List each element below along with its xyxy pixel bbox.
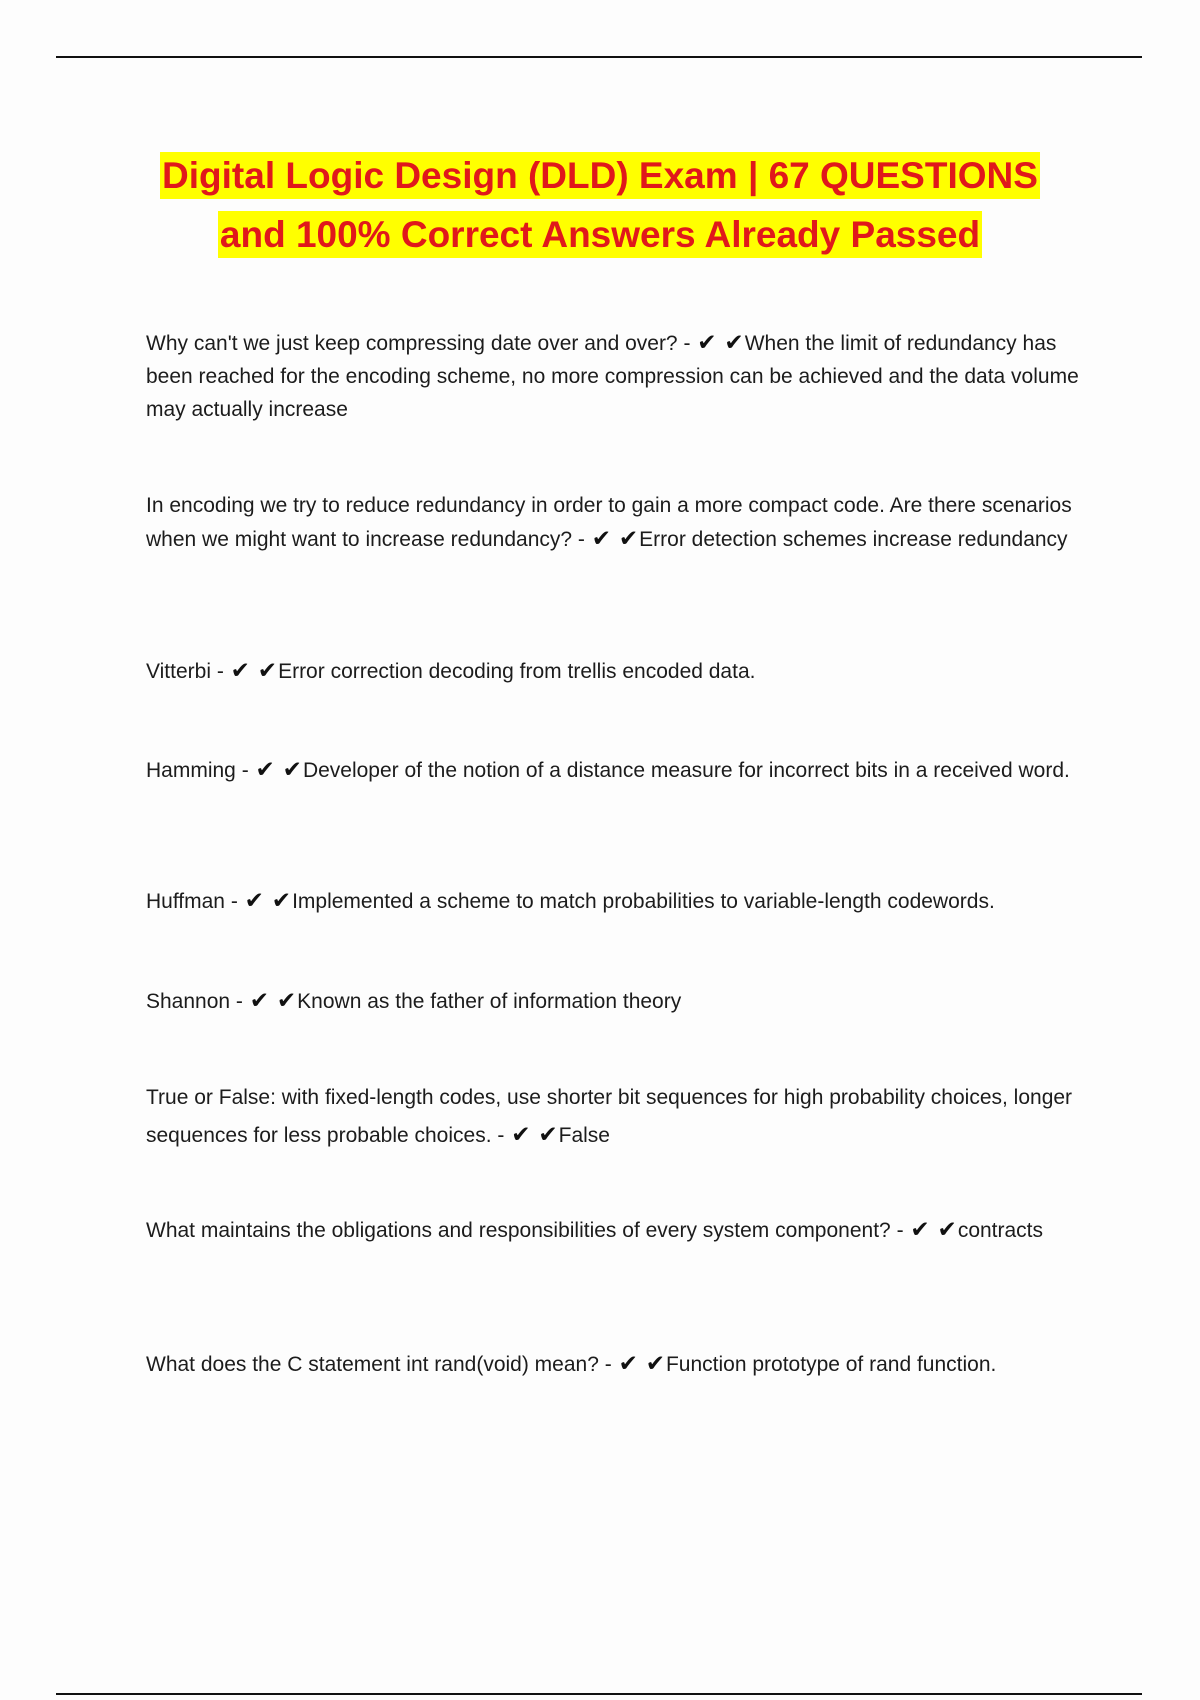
check-icon: ✔: [244, 887, 264, 913]
qa-item-6: [146, 984, 1086, 1018]
check-icon: ✔: [618, 1350, 638, 1376]
question-text: Hamming: [146, 759, 236, 782]
check-icon: ✔: [271, 887, 292, 913]
check-icon: ✔: [511, 1121, 531, 1147]
check-icon: ✔: [937, 1216, 957, 1242]
separator: -: [235, 759, 255, 782]
check-icon: ✔: [249, 987, 270, 1013]
answer-text: Error correction decoding from trellis encoded data.: [278, 660, 756, 683]
question-text: Huffman: [146, 890, 225, 913]
question-text: In encoding we try to reduce redundancy in order to gain a more compact code. Are there scenarios when we might want to increase redundancy?: [146, 494, 1072, 551]
qa-item-5: [146, 884, 1086, 918]
answer-text: Developer of the notion of a distance measure for incorrect bits in a received word.: [302, 759, 1070, 782]
qa-item-7: [146, 1080, 1086, 1154]
qa-item-8: [146, 1211, 1086, 1249]
separator: -: [491, 1124, 511, 1147]
separator: -: [598, 1353, 618, 1376]
answer-text: Implemented a scheme to match probabilities to variable-length codewords.: [292, 890, 995, 913]
question-text: Shannon: [146, 990, 231, 1013]
check-icon: ✔: [230, 657, 250, 683]
check-icon: ✔: [591, 525, 612, 551]
question-text: What does the C statement int rand(void) mean?: [146, 1353, 599, 1376]
qa-item-1: [146, 326, 1086, 426]
check-icon: ✔: [618, 525, 639, 551]
check-icon: ✔: [538, 1121, 558, 1147]
separator: -: [210, 660, 230, 683]
check-icon: ✔: [697, 329, 717, 355]
separator: -: [225, 890, 244, 913]
check-icon: ✔: [276, 987, 297, 1013]
question-text: True or False: with fixed-length codes, use shorter bit sequences for high probability choices, longer sequences for less probable choices.: [146, 1086, 1073, 1147]
separator: -: [890, 1219, 910, 1242]
separator: -: [677, 332, 697, 355]
answer-text: When the limit of redundancy has been reached for the encoding scheme, no more compression can be achieved and the data volume may actually increase: [146, 332, 1079, 421]
answer-text: Known as the father of information theory: [297, 990, 682, 1013]
answer-text: Function prototype of rand function.: [665, 1353, 997, 1376]
title-line-2: and 100% Correct Answers Already Passed: [218, 211, 982, 258]
bottom-rule: [56, 1693, 1142, 1695]
question-text: Vitterbi: [146, 660, 211, 683]
check-icon: ✔: [282, 756, 302, 782]
separator: -: [572, 528, 591, 551]
check-icon: ✔: [724, 329, 744, 355]
separator: -: [230, 990, 249, 1013]
qa-item-2: [146, 489, 1086, 556]
answer-text: False: [558, 1124, 610, 1147]
answer-text: contracts: [957, 1219, 1044, 1242]
question-text: Why can't we just keep compressing date over and over?: [146, 332, 678, 355]
check-icon: ✔: [645, 1350, 665, 1376]
document-title: [100, 146, 1100, 264]
check-icon: ✔: [255, 756, 275, 782]
check-icon: ✔: [257, 657, 278, 683]
check-icon: ✔: [910, 1216, 930, 1242]
title-line-1: Digital Logic Design (DLD) Exam | 67 QUESTIONS: [160, 152, 1040, 199]
qa-item-3: [146, 654, 1086, 688]
answer-text: Error detection schemes increase redundancy: [639, 528, 1068, 551]
qa-item-9: [146, 1347, 1086, 1381]
question-text: What maintains the obligations and responsibilities of every system component?: [146, 1219, 891, 1242]
top-rule: [56, 56, 1142, 58]
qa-item-4: [146, 753, 1086, 787]
